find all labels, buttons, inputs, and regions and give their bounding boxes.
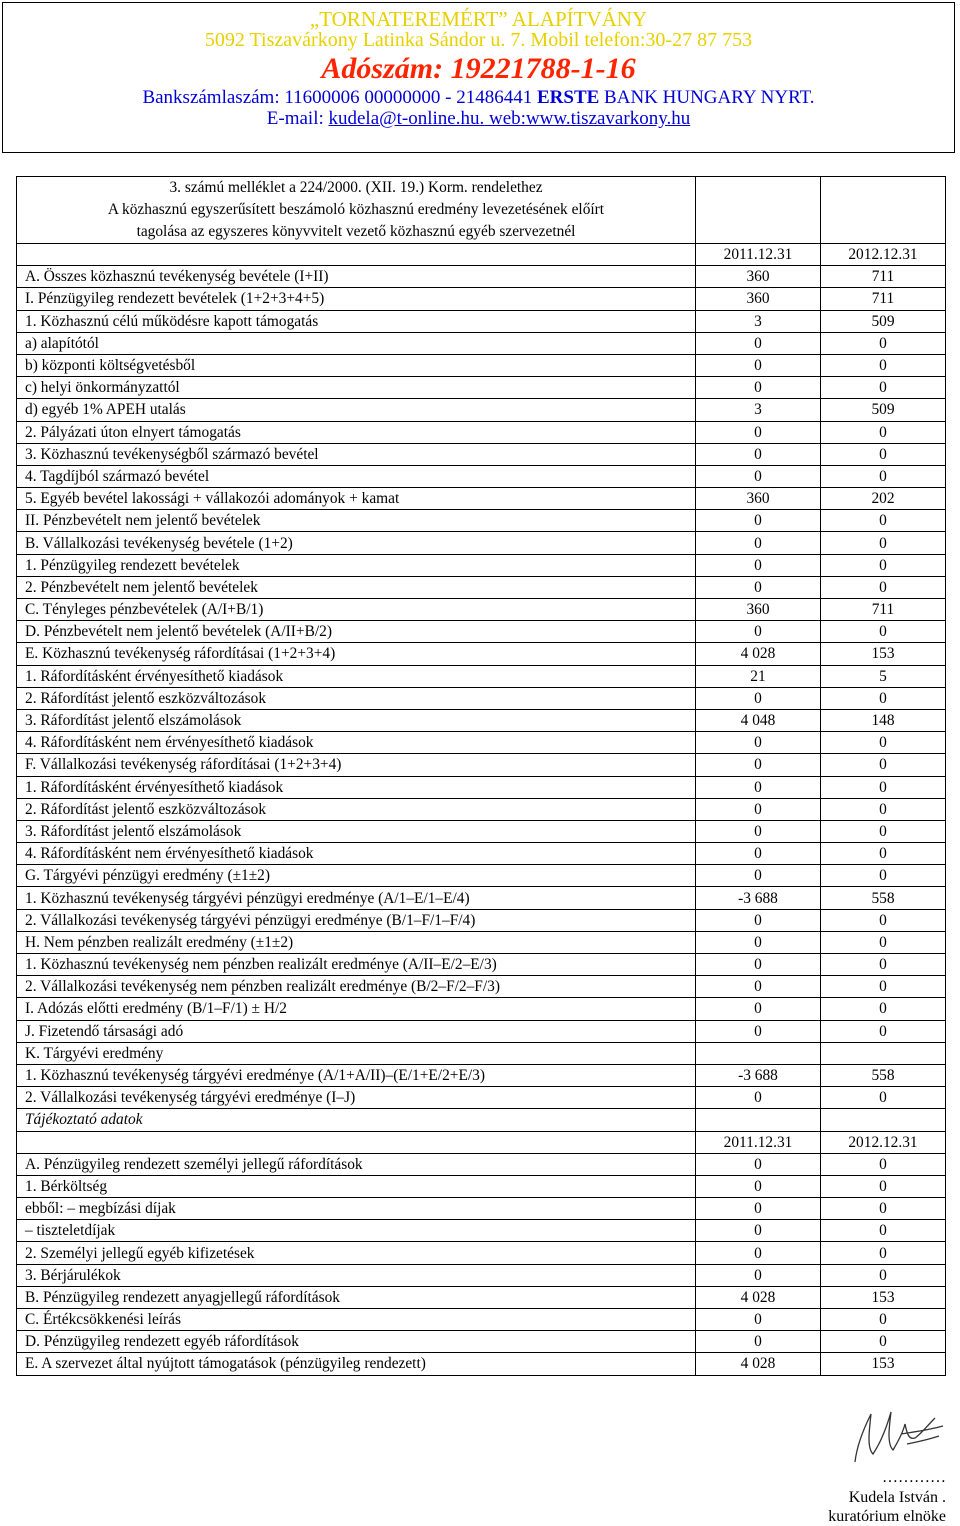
report-value-2012: 509 [821, 310, 946, 332]
report-value-2011: 4 028 [696, 643, 821, 665]
report-value-2011: 0 [696, 843, 821, 865]
report-value-2011: 21 [696, 665, 821, 687]
report-value-2012: 202 [821, 488, 946, 510]
bank-account [3, 87, 954, 108]
report-label: a) alapítótól [17, 332, 696, 354]
title-cell-2011 [696, 177, 821, 244]
report-label: H. Nem pénzben realizált eredmény (±1±2) [17, 931, 696, 953]
report-row [17, 288, 946, 310]
report-value-2011: 0 [696, 1087, 821, 1109]
report-label: 1. Ráfordításként érvényesíthető kiadások [17, 665, 696, 687]
info-column-header-row [17, 1131, 946, 1153]
report-value-2011: 0 [696, 576, 821, 598]
bank-name-bold: ERSTE [536, 87, 600, 108]
report-label: 4. Ráfordításként nem érvényesíthető kiadások [17, 843, 696, 865]
report-value-2011: 360 [696, 488, 821, 510]
report-label: 2. Pénzbevételt nem jelentő bevételek [17, 576, 696, 598]
report-title-line-3: tagolása az egyszeres könyvvitelt vezető közhasznú egyéb szervezetnél [136, 223, 576, 240]
report-label: 1. Közhasznú célú működésre kapott támogatás [17, 310, 696, 332]
info-value-2011: 4 028 [696, 1286, 821, 1308]
report-row [17, 310, 946, 332]
info-value-2012: 0 [821, 1309, 946, 1331]
report-value-2011: 0 [696, 754, 821, 776]
info-row [17, 1220, 946, 1242]
report-value-2011: 0 [696, 510, 821, 532]
report-value-2011: 0 [696, 421, 821, 443]
report-row [17, 532, 946, 554]
report-label: F. Vállalkozási tevékenység ráfordításai (1+2+3+4) [17, 754, 696, 776]
report-label: 3. Közhasznú tevékenységből származó bevétel [17, 443, 696, 465]
report-label: 5. Egyéb bevétel lakossági + vállakozói adományok + kamat [17, 488, 696, 510]
report-row [17, 687, 946, 709]
report-label: 4. Ráfordításként nem érvényesíthető kiadások [17, 732, 696, 754]
report-row [17, 976, 946, 998]
report-row [17, 421, 946, 443]
report-value-2011: 0 [696, 998, 821, 1020]
web-label: web: [484, 108, 526, 129]
report-label: E. Közhasznú tevékenység ráfordításai (1+2+3+4) [17, 643, 696, 665]
info-row [17, 1286, 946, 1308]
info-row [17, 1175, 946, 1197]
report-label: K. Tárgyévi eredmény [17, 1042, 696, 1064]
report-value-2011: 360 [696, 599, 821, 621]
report-label: B. Vállalkozási tevékenység bevétele (1+2) [17, 532, 696, 554]
report-value-2012: 0 [821, 532, 946, 554]
report-row [17, 599, 946, 621]
info-label: B. Pénzügyileg rendezett anyagjellegű ráfordítások [17, 1286, 696, 1308]
report-label: G. Tárgyévi pénzügyi eredmény (±1±2) [17, 865, 696, 887]
report-value-2011: 0 [696, 687, 821, 709]
info-section-blank-2012 [821, 1109, 946, 1131]
info-label: 2. Személyi jellegű egyéb kifizetések [17, 1242, 696, 1264]
signatory-name: Kudela István . [848, 1489, 946, 1506]
report-value-2012: 0 [821, 954, 946, 976]
report-row [17, 887, 946, 909]
report-value-2011: 0 [696, 732, 821, 754]
report-value-2011: -3 688 [696, 1064, 821, 1086]
report-label: II. Pénzbevételt nem jelentő bevételek [17, 510, 696, 532]
report-row [17, 1087, 946, 1109]
report-row [17, 931, 946, 953]
report-value-2012: 509 [821, 399, 946, 421]
report-value-2012: 0 [821, 510, 946, 532]
report-row [17, 843, 946, 865]
report-value-2012: 0 [821, 754, 946, 776]
report-label: 2. Vállalkozási tevékenység nem pénzben realizált eredménye (B/2–F/2–F/3) [17, 976, 696, 998]
info-value-2012: 0 [821, 1331, 946, 1353]
report-value-2012: 0 [821, 421, 946, 443]
report-row [17, 510, 946, 532]
report-value-2012: 0 [821, 1087, 946, 1109]
info-value-2011: 0 [696, 1309, 821, 1331]
report-label: 1. Közhasznú tevékenység tárgyévi pénzügyi eredménye (A/1–E/1–E/4) [17, 887, 696, 909]
column-header-blank [17, 244, 696, 266]
report-row [17, 709, 946, 731]
info-value-2012: 0 [821, 1220, 946, 1242]
report-label: I. Pénzügyileg rendezett bevételek (1+2+3+4+5) [17, 288, 696, 310]
report-value-2012: 0 [821, 465, 946, 487]
report-row [17, 643, 946, 665]
report-label: A. Összes közhasznú tevékenység bevétele (I+II) [17, 266, 696, 288]
report-row [17, 443, 946, 465]
org-address: 5092 Tiszavárkony Latinka Sándor u. 7. Mobil telefon:30-27 87 753 [204, 29, 753, 51]
report-title [17, 177, 696, 244]
report-value-2011: 3 [696, 310, 821, 332]
info-value-2011: 0 [696, 1264, 821, 1286]
report-value-2011: 0 [696, 954, 821, 976]
info-value-2011: 4 028 [696, 1353, 821, 1375]
info-label: A. Pénzügyileg rendezett személyi jellegű ráfordítások [17, 1153, 696, 1175]
report-row [17, 665, 946, 687]
report-label: 3. Ráfordítást jelentő elszámolások [17, 709, 696, 731]
signature-dots: ………… [882, 1469, 946, 1486]
report-value-2012: 0 [821, 332, 946, 354]
report-row [17, 754, 946, 776]
report-value-2012: 0 [821, 931, 946, 953]
info-row [17, 1353, 946, 1375]
info-value-2011: 0 [696, 1220, 821, 1242]
report-value-2012: 558 [821, 887, 946, 909]
report-row [17, 865, 946, 887]
report-value-2011: 0 [696, 931, 821, 953]
report-row [17, 909, 946, 931]
report-value-2011: 0 [696, 820, 821, 842]
info-value-2012: 153 [821, 1353, 946, 1375]
report-label: D. Pénzbevételt nem jelentő bevételek (A/II+B/2) [17, 621, 696, 643]
report-row [17, 621, 946, 643]
org-name: „TORNATEREMÉRT” ALAPÍTVÁNY [309, 7, 648, 31]
report-row [17, 266, 946, 288]
report-value-2011 [696, 1042, 821, 1064]
info-section-label: Tájékoztató adatok [17, 1109, 696, 1131]
report-label: 2. Ráfordítást jelentő eszközváltozások [17, 687, 696, 709]
report-row [17, 820, 946, 842]
report-value-2012: 148 [821, 709, 946, 731]
info-value-2011: 0 [696, 1153, 821, 1175]
report-value-2011: 0 [696, 443, 821, 465]
report-value-2012: 0 [821, 976, 946, 998]
report-label: I. Adózás előtti eredmény (B/1–F/1) ± H/2 [17, 998, 696, 1020]
report-label: 2. Pályázati úton elnyert támogatás [17, 421, 696, 443]
report-value-2011: 0 [696, 798, 821, 820]
contact-line [3, 108, 954, 129]
report-value-2011: 360 [696, 266, 821, 288]
report-row [17, 998, 946, 1020]
report-row [17, 776, 946, 798]
report-value-2012: 0 [821, 576, 946, 598]
email-link[interactable]: kudela@t-online.hu. [328, 108, 485, 129]
report-row [17, 1020, 946, 1042]
letterhead [2, 2, 955, 153]
title-cell-2012 [821, 177, 946, 244]
report-label: 4. Tagdíjból származó bevétel [17, 465, 696, 487]
report-label: 1. Közhasznú tevékenység nem pénzben realizált eredménye (A/II–E/2–E/3) [17, 954, 696, 976]
report-row [17, 954, 946, 976]
report-value-2012 [821, 1042, 946, 1064]
report-value-2012: 0 [821, 1020, 946, 1042]
report-value-2012: 0 [821, 443, 946, 465]
report-value-2011: 0 [696, 865, 821, 887]
report-row [17, 465, 946, 487]
email-label: E-mail: [266, 108, 329, 129]
report-value-2011: 360 [696, 288, 821, 310]
report-label: 1. Közhasznú tevékenység tárgyévi eredménye (A/1+A/II)–(E/1+E/2+E/3) [17, 1064, 696, 1086]
report-label: 1. Ráfordításként érvényesíthető kiadások [17, 776, 696, 798]
info-row [17, 1264, 946, 1286]
info-row [17, 1309, 946, 1331]
report-value-2011: 0 [696, 532, 821, 554]
report-label: 2. Vállalkozási tevékenység tárgyévi eredménye (I–J) [17, 1087, 696, 1109]
info-value-2012: 0 [821, 1242, 946, 1264]
report-label: 2. Vállalkozási tevékenység tárgyévi pénzügyi eredménye (B/1–F/1–F/4) [17, 909, 696, 931]
info-label: 1. Bérköltség [17, 1175, 696, 1197]
column-header-2011: 2011.12.31 [696, 244, 821, 266]
report-value-2011: 4 048 [696, 709, 821, 731]
info-label: D. Pénzügyileg rendezett egyéb ráfordítások [17, 1331, 696, 1353]
tax-id: Adószám: 19221788-1-16 [321, 52, 636, 85]
info-row [17, 1198, 946, 1220]
report-value-2011: 0 [696, 776, 821, 798]
report-value-2011: 3 [696, 399, 821, 421]
report-row [17, 332, 946, 354]
report-value-2012: 0 [821, 377, 946, 399]
report-row [17, 399, 946, 421]
report-label: 2. Ráfordítást jelentő eszközváltozások [17, 798, 696, 820]
info-value-2011: 0 [696, 1175, 821, 1197]
report-value-2011: 0 [696, 465, 821, 487]
report-label: c) helyi önkormányzattól [17, 377, 696, 399]
info-label: – tiszteletdíjak [17, 1220, 696, 1242]
report-label: b) központi költségvetésből [17, 354, 696, 376]
report-label: C. Tényleges pénzbevételek (A/I+B/1) [17, 599, 696, 621]
report-value-2012: 711 [821, 288, 946, 310]
column-header-row [17, 244, 946, 266]
report-value-2011: 0 [696, 377, 821, 399]
info-row [17, 1153, 946, 1175]
report-value-2011: 0 [696, 332, 821, 354]
report-row [17, 554, 946, 576]
report-value-2012: 0 [821, 798, 946, 820]
report-value-2012: 0 [821, 998, 946, 1020]
report-value-2011: -3 688 [696, 887, 821, 909]
info-column-header-blank [17, 1131, 696, 1153]
report-title-line-2: A közhasznú egyszerűsített beszámoló közhasznú eredmény levezetésének előírt [107, 201, 605, 218]
info-column-header-2012: 2012.12.31 [821, 1131, 946, 1153]
report-value-2012: 5 [821, 665, 946, 687]
info-label: ebből: – megbízási díjak [17, 1198, 696, 1220]
info-value-2012: 0 [821, 1264, 946, 1286]
info-section-row [17, 1109, 946, 1131]
report-value-2012: 0 [821, 776, 946, 798]
info-value-2011: 0 [696, 1331, 821, 1353]
web-link[interactable]: www.tiszavarkony.hu [525, 108, 691, 129]
bank-prefix: Bankszámlaszám: 11600006 00000000 - 21486441 [142, 87, 537, 108]
report-value-2012: 0 [821, 732, 946, 754]
report-value-2012: 0 [821, 354, 946, 376]
report-row [17, 1064, 946, 1086]
report-value-2012: 0 [821, 843, 946, 865]
report-value-2012: 711 [821, 599, 946, 621]
info-section-blank-2011 [696, 1109, 821, 1131]
info-value-2012: 0 [821, 1153, 946, 1175]
report-value-2012: 0 [821, 687, 946, 709]
report-row [17, 732, 946, 754]
report-title-line-1: 3. számú melléklet a 224/2000. (XII. 19.) Korm. rendelethez [169, 179, 543, 196]
signature-image [843, 1404, 948, 1469]
signatory-role: kuratórium elnöke [828, 1508, 946, 1525]
report-value-2012: 0 [821, 820, 946, 842]
info-value-2011: 0 [696, 1242, 821, 1264]
report-row [17, 488, 946, 510]
report-row [17, 798, 946, 820]
report-value-2012: 0 [821, 554, 946, 576]
report-table [16, 176, 946, 1376]
report-value-2012: 558 [821, 1064, 946, 1086]
report-row [17, 1042, 946, 1064]
report-value-2012: 0 [821, 909, 946, 931]
report-value-2011: 0 [696, 909, 821, 931]
report-label: d) egyéb 1% APEH utalás [17, 399, 696, 421]
info-label: E. A szervezet által nyújtott támogatások (pénzügyileg rendezett) [17, 1353, 696, 1375]
info-value-2011: 0 [696, 1198, 821, 1220]
bank-suffix: BANK HUNGARY NYRT. [599, 87, 815, 108]
report-value-2012: 0 [821, 621, 946, 643]
info-label: 3. Bérjárulékok [17, 1264, 696, 1286]
report-label: 1. Pénzügyileg rendezett bevételek [17, 554, 696, 576]
report-value-2011: 0 [696, 976, 821, 998]
report-label: 3. Ráfordítást jelentő elszámolások [17, 820, 696, 842]
report-value-2011: 0 [696, 554, 821, 576]
info-value-2012: 153 [821, 1286, 946, 1308]
report-value-2011: 0 [696, 1020, 821, 1042]
column-header-2012: 2012.12.31 [821, 244, 946, 266]
info-column-header-2011: 2011.12.31 [696, 1131, 821, 1153]
report-row [17, 377, 946, 399]
info-value-2012: 0 [821, 1175, 946, 1197]
report-row [17, 576, 946, 598]
info-row [17, 1242, 946, 1264]
report-label: J. Fizetendő társasági adó [17, 1020, 696, 1042]
report-value-2011: 0 [696, 621, 821, 643]
report-value-2012: 153 [821, 643, 946, 665]
report-row [17, 354, 946, 376]
report-value-2012: 711 [821, 266, 946, 288]
report-value-2012: 0 [821, 865, 946, 887]
info-value-2012: 0 [821, 1198, 946, 1220]
title-row [17, 177, 946, 244]
report-value-2011: 0 [696, 354, 821, 376]
info-row [17, 1331, 946, 1353]
info-label: C. Értékcsökkenési leírás [17, 1309, 696, 1331]
